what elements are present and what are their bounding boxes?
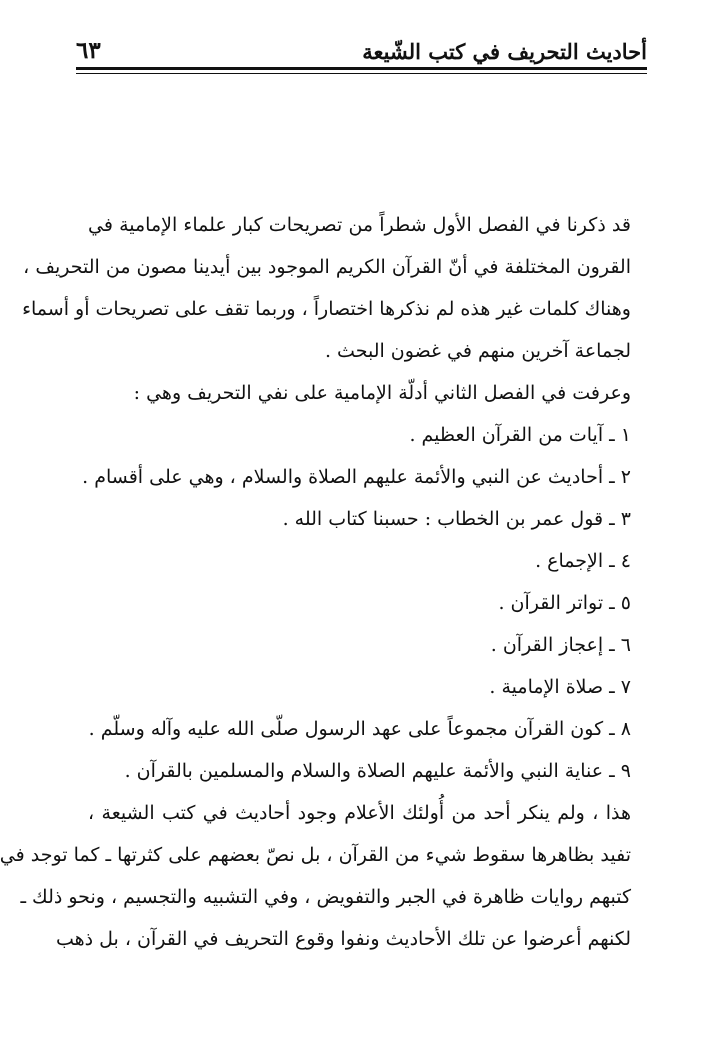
- text-line: لكنهم أعرضوا عن تلك الأحاديث ونفوا وقوع التحريف في القرآن ، بل ذهب: [55, 928, 631, 950]
- list-item: ١ ـ آيات من القرآن العظيم .: [409, 424, 631, 446]
- text-line: القرون المختلفة في أنّ القرآن الكريم الموجود بين أيدينا مصون من التحريف ،: [23, 256, 631, 278]
- text-line: وهناك كلمات غير هذه لم نذكرها اختصاراً ، وربما تقف على تصريحات أو أسماء: [22, 298, 631, 320]
- header-rule-thin: [76, 73, 647, 74]
- text-line: تفيد بظاهرها سقوط شيء من القرآن ، بل نصّ بعضهم على كثرتها ـ كما توجد في: [0, 844, 631, 866]
- text-line: وعرفت في الفصل الثاني أدلّة الإمامية على نفي التحريف وهي :: [133, 382, 631, 404]
- header-rule-thick: [76, 67, 647, 70]
- list-item: ٨ ـ كون القرآن مجموعاً على عهد الرسول صلّى الله عليه وآله وسلّم .: [88, 718, 631, 740]
- list-item: ٦ ـ إعجاز القرآن .: [490, 634, 631, 656]
- list-item: ٩ ـ عناية النبي والأئمة عليهم الصلاة والسلام والمسلمين بالقرآن .: [124, 760, 631, 782]
- list-item: ٤ ـ الإجماع .: [535, 550, 631, 572]
- list-item: ٢ ـ أحاديث عن النبي والأئمة عليهم الصلاة والسلام ، وهي على أقسام .: [82, 466, 631, 488]
- text-line: هذا ، ولم ينكر أحد من أُولئك الأعلام وجود أحاديث في كتب الشيعة ،: [88, 802, 631, 824]
- list-item: ٥ ـ تواتر القرآن .: [498, 592, 631, 614]
- list-item: ٣ ـ قول عمر بن الخطاب : حسبنا كتاب الله .: [282, 508, 631, 530]
- body-text: [0, 204, 631, 960]
- page-number: ٦٣: [76, 37, 101, 64]
- running-title: أحاديث التحريف في كتب الشّيعة: [362, 39, 647, 64]
- list-item: ٧ ـ صلاة الإمامية .: [489, 676, 631, 698]
- text-line: قد ذكرنا في الفصل الأول شطراً من تصريحات كبار علماء الإمامية في: [88, 214, 631, 236]
- running-header: [76, 28, 647, 62]
- text-line: كتبهم روايات ظاهرة في الجبر والتفويض ، وفي التشبيه والتجسيم ، ونحو ذلك ـ: [20, 886, 631, 908]
- text-line: لجماعة آخرين منهم في غضون البحث .: [324, 340, 631, 362]
- book-page: [2, 0, 717, 1045]
